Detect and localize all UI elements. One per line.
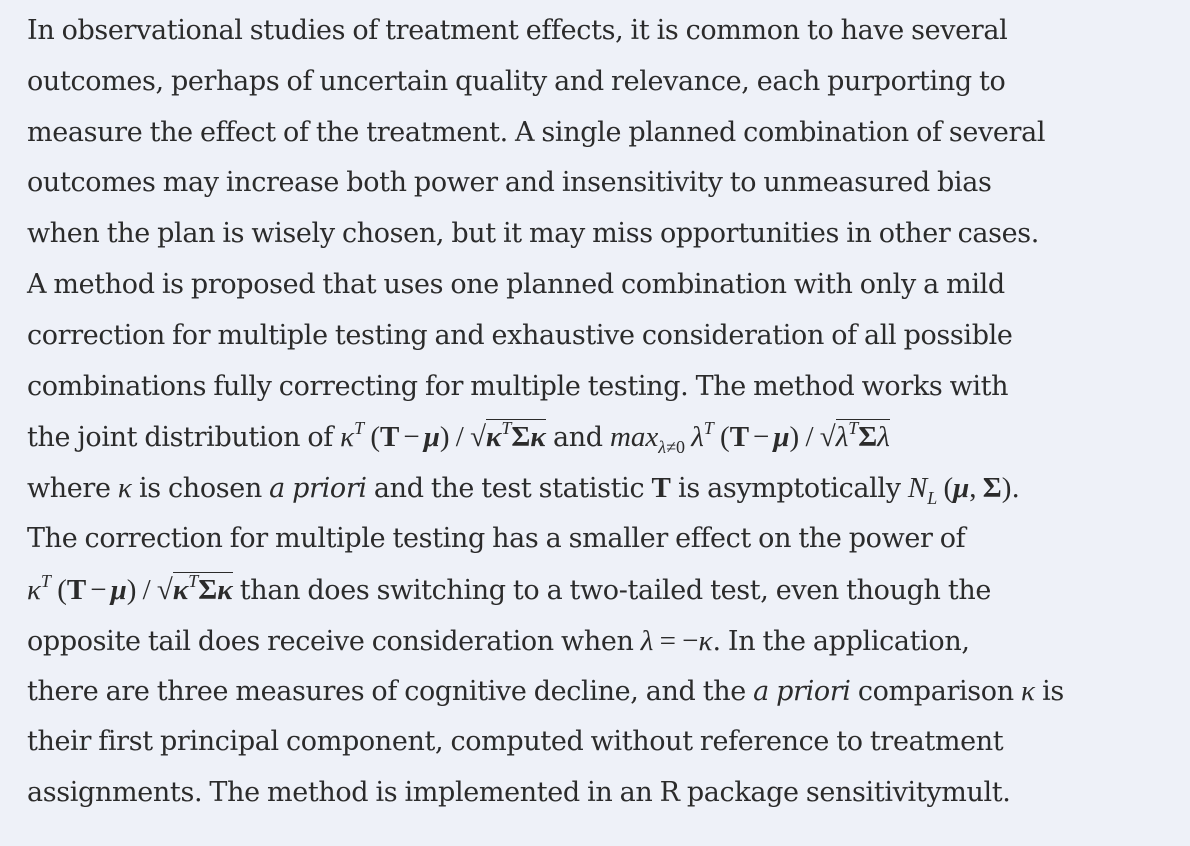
- formula-kappa-statistic: $\kappa^T$ $(T - \mu) / √\kappa^T\Sigma\kappa$: [340, 418, 546, 454]
- abstract-line-2: outcomes, perhaps of uncertain quality and relevance, each purporting to: [27, 65, 1006, 97]
- abstract-line-15: their first principal component, computed without reference to treatment: [27, 726, 1004, 758]
- abstract-line-9: the joint distribution of $\kappa^T$ $(T - \mu) / √\kappa^T\Sigma\kappa$ and $\max_{\lambda\ne 0} \lambda^T$ $(T - \mu) / √\lambda^T\Sigma\lambda$: [27, 418, 890, 458]
- formula-T: T: [651, 472, 671, 505]
- abstract-line-8: combinations fully correcting for multiple testing. The method works with: [27, 370, 1009, 402]
- abstract-line-1: In observational studies of treatment effects, it is common to have several: [27, 15, 1008, 46]
- formula-normal-distribution: $N_L$ (μ, Σ): [907, 472, 1012, 509]
- formula-lambda-equals-minus-kappa: λ = −κ: [640, 624, 713, 657]
- abstract-line-5: when the plan is wisely chosen, but it may miss opportunities in other cases.: [27, 218, 1040, 250]
- formula-max-lambda-statistic: $\max_{\lambda\ne 0} \lambda^T$ $(T - \mu) / √\lambda^T\Sigma\lambda$: [609, 418, 890, 458]
- formula-kappa-statistic-2: $\kappa^T$ $(T - \mu) / √\kappa^T\Sigma\kappa$: [27, 570, 233, 606]
- abstract-line-10: where κ is chosen a priori and the test statistic T is asymptotically $N_L$ (μ, Σ).: [27, 472, 1020, 509]
- abstract-text: [27, 6, 1177, 819]
- abstract-line-11: The correction for multiple testing has a smaller effect on the power of: [27, 522, 966, 554]
- formula-kappa: κ: [117, 472, 132, 505]
- abstract-line-14: there are three measures of cognitive decline, and the a priori comparison κ is: [27, 675, 1064, 708]
- abstract-line-7: correction for multiple testing and exhaustive consideration of all possible: [27, 319, 1013, 351]
- abstract-line-16: assignments. The method is implemented in an R package sensitivitymult.: [27, 776, 1011, 808]
- abstract-line-4: outcomes may increase both power and insensitivity to unmeasured bias: [27, 167, 992, 199]
- formula-kappa-2: κ: [1020, 675, 1035, 708]
- abstract-line-3: measure the effect of the treatment. A single planned combination of several: [27, 116, 1046, 148]
- abstract-line-12: $\kappa^T$ $(T - \mu) / √\kappa^T\Sigma\kappa$ than does switching to a two-tailed test, even though the: [27, 570, 991, 606]
- abstract-line-6: A method is proposed that uses one planned combination with only a mild: [27, 268, 1005, 300]
- abstract-line-13: opposite tail does receive consideration when λ = −κ. In the application,: [27, 624, 970, 657]
